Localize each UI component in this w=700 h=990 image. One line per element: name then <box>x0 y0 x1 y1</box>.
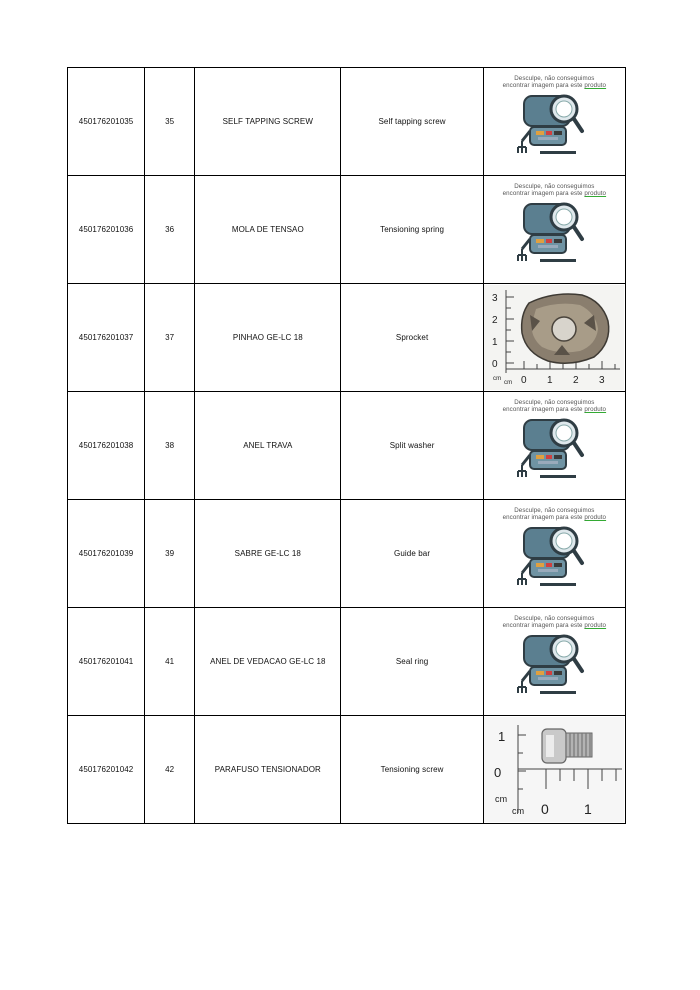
placeholder-line-2 <box>484 82 624 89</box>
no-image-placeholder <box>484 177 624 282</box>
ruler-x-label: 2 <box>573 375 580 386</box>
placeholder-line-2-text: encontrar imagem para este <box>502 190 585 197</box>
description-pt-cell: ANEL DE VEDACAO GE-LC 18 <box>195 608 341 716</box>
placeholder-line-1: Desculpe, não conseguimos <box>514 615 595 622</box>
sprocket-photo <box>484 285 624 390</box>
ruler-unit-label: cm <box>512 806 525 816</box>
ruler-x-label: 3 <box>599 375 606 386</box>
description-en-cell: Sprocket <box>341 284 483 392</box>
parts-table <box>67 67 626 824</box>
placeholder-message <box>484 615 624 629</box>
item-number-cell: 37 <box>145 284 195 392</box>
placeholder-link: produto <box>584 406 607 413</box>
ruler-y-label: 2 <box>492 315 499 326</box>
placeholder-message <box>484 183 624 197</box>
placeholder-message <box>484 507 624 521</box>
placeholder-link: produto <box>584 82 607 89</box>
table-row <box>68 716 626 824</box>
item-number-cell: 36 <box>145 176 195 284</box>
table-row <box>68 500 626 608</box>
item-number-cell: 38 <box>145 392 195 500</box>
parts-table-body <box>68 68 626 824</box>
no-image-placeholder <box>484 69 624 174</box>
no-image-placeholder <box>484 393 624 498</box>
ruler-y-label: 1 <box>492 337 499 348</box>
ruler-x-label: 0 <box>541 801 550 817</box>
part-code-cell: 450176201037 <box>68 284 145 392</box>
placeholder-link: produto <box>584 190 607 197</box>
placeholder-line-2-text: encontrar imagem para este <box>502 514 585 521</box>
part-code-cell: 450176201035 <box>68 68 145 176</box>
placeholder-line-2 <box>484 514 624 521</box>
description-en-cell: Seal ring <box>341 608 483 716</box>
placeholder-link: produto <box>584 514 607 521</box>
ruler-unit-label: cm <box>495 794 508 804</box>
description-en-cell: Guide bar <box>341 500 483 608</box>
ruler-x-label: 0 <box>521 375 528 386</box>
placeholder-line-2-text: encontrar imagem para este <box>502 82 585 89</box>
placeholder-message <box>484 75 624 89</box>
part-image-cell <box>483 176 625 284</box>
part-image-cell <box>483 500 625 608</box>
part-code-cell: 450176201042 <box>68 716 145 824</box>
placeholder-line-1: Desculpe, não conseguimos <box>514 399 595 406</box>
description-en-cell: Split washer <box>341 392 483 500</box>
item-number-cell: 41 <box>145 608 195 716</box>
sprocket-shape <box>522 294 609 363</box>
part-image-cell <box>483 608 625 716</box>
ruler-y-label: 3 <box>492 293 499 304</box>
description-pt-cell: PINHAO GE-LC 18 <box>195 284 341 392</box>
item-number-cell: 39 <box>145 500 195 608</box>
description-pt-cell: SABRE GE-LC 18 <box>195 500 341 608</box>
no-image-placeholder <box>484 501 624 606</box>
placeholder-line-1: Desculpe, não conseguimos <box>514 75 595 82</box>
ruler-y-label: 0 <box>492 359 499 370</box>
ruler-y-label: 1 <box>498 729 506 744</box>
part-image-cell <box>483 68 625 176</box>
part-code-cell: 450176201041 <box>68 608 145 716</box>
placeholder-line-1: Desculpe, não conseguimos <box>514 183 595 190</box>
placeholder-line-2-text: encontrar imagem para este <box>502 406 585 413</box>
sprocket-image <box>484 285 624 390</box>
description-en-cell: Self tapping screw <box>341 68 483 176</box>
part-code-cell: 450176201036 <box>68 176 145 284</box>
ruler-x-label: 1 <box>584 801 593 817</box>
screw-image <box>484 717 624 822</box>
placeholder-line-2 <box>484 622 624 629</box>
description-en-cell: Tensioning spring <box>341 176 483 284</box>
description-pt-cell: ANEL TRAVA <box>195 392 341 500</box>
placeholder-line-2 <box>484 190 624 197</box>
placeholder-link: produto <box>584 622 607 629</box>
description-en-cell: Tensioning screw <box>341 716 483 824</box>
ruler-unit-label: cm <box>493 376 502 382</box>
ruler-unit-label: cm <box>504 380 513 386</box>
part-image-cell <box>483 284 625 392</box>
description-pt-cell: SELF TAPPING SCREW <box>195 68 341 176</box>
table-row <box>68 68 626 176</box>
item-number-cell: 35 <box>145 68 195 176</box>
description-pt-cell: MOLA DE TENSAO <box>195 176 341 284</box>
table-row <box>68 284 626 392</box>
part-code-cell: 450176201039 <box>68 500 145 608</box>
part-image-cell <box>483 716 625 824</box>
item-number-cell: 42 <box>145 716 195 824</box>
placeholder-line-2 <box>484 406 624 413</box>
screw-photo <box>484 717 624 822</box>
placeholder-line-2-text: encontrar imagem para este <box>502 622 585 629</box>
ruler-x-label: 1 <box>547 375 554 386</box>
placeholder-line-1: Desculpe, não conseguimos <box>514 507 595 514</box>
table-row <box>68 392 626 500</box>
table-row <box>68 176 626 284</box>
table-row <box>68 608 626 716</box>
placeholder-message <box>484 399 624 413</box>
ruler-y-label: 0 <box>494 765 502 780</box>
description-pt-cell: PARAFUSO TENSIONADOR <box>195 716 341 824</box>
part-code-cell: 450176201038 <box>68 392 145 500</box>
part-image-cell <box>483 392 625 500</box>
no-image-placeholder <box>484 609 624 714</box>
